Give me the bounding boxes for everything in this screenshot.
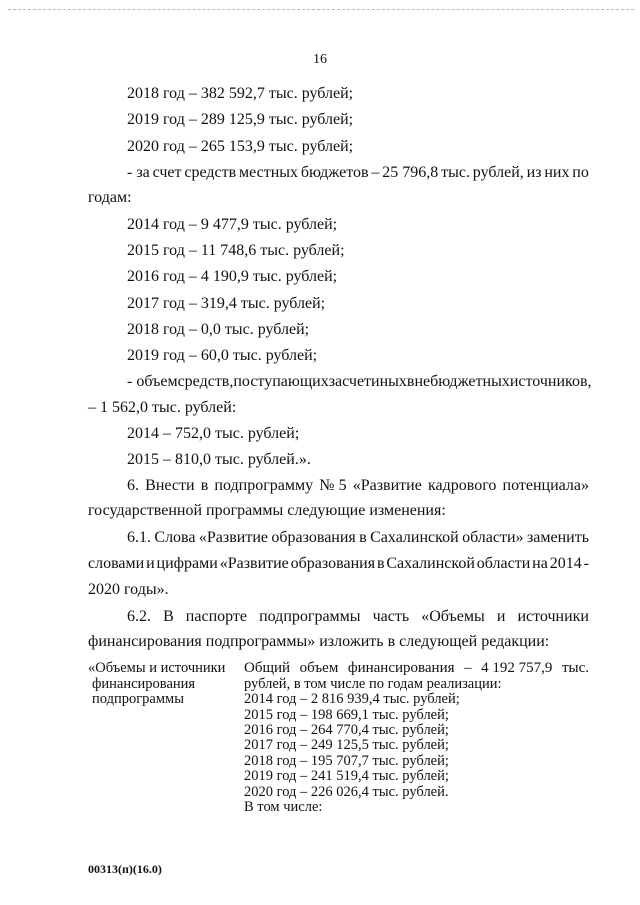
offbudget-sentence-line2: – 1 562,0 тыс. рублей: — [88, 399, 237, 416]
word: заменить — [526, 529, 589, 546]
word: области» — [462, 529, 524, 546]
word: паспорте — [185, 608, 248, 625]
local-budget-sentence-line1 — [127, 163, 589, 183]
word: 4 192 757,9 — [481, 660, 553, 676]
word: источники — [517, 608, 589, 625]
word: области — [476, 555, 531, 572]
item-6-2-line1 — [127, 607, 589, 627]
item-6-2-line2: финансирования подпрограммы» изложить в следующей редакции: — [88, 633, 550, 650]
word: потенциала» — [502, 477, 589, 494]
table-including-line: В том числе: — [244, 799, 323, 815]
word: «Развитие — [352, 477, 422, 494]
word: – — [464, 660, 472, 676]
table-year-2016: 2016 год – 264 770,4 тыс. рублей; — [244, 722, 449, 738]
scan-edge-line — [8, 9, 634, 10]
word: образования — [290, 555, 376, 572]
word: - — [583, 555, 589, 572]
word: 6. — [127, 477, 139, 494]
table-year-2015: 2015 год – 198 669,1 тыс. рублей; — [244, 707, 449, 723]
word: поступающих — [233, 373, 329, 390]
document-code: 00313(п)(16.0) — [88, 862, 162, 876]
word: местных — [238, 164, 299, 181]
funding-line-2018: 2018 год – 382 592,7 тыс. рублей; — [127, 85, 354, 102]
word: из — [526, 164, 542, 181]
word: подпрограммы — [259, 608, 361, 625]
table-year-2020: 2020 год – 226 026,4 тыс. рублей. — [244, 784, 449, 800]
word: и — [496, 608, 506, 625]
offbudget-line-2015: 2015 – 810,0 тыс. рублей.». — [127, 451, 311, 468]
word: финансирования — [347, 660, 455, 676]
word: в — [376, 555, 385, 572]
word: бюджетов — [300, 164, 369, 181]
item-6-1-line2 — [88, 554, 589, 574]
table-right-line: рублей, в том числе по годам реализации: — [244, 676, 502, 692]
word: В — [163, 608, 174, 625]
word: счет — [342, 373, 372, 390]
word: в — [200, 477, 209, 494]
word: «Объемы — [421, 608, 485, 625]
word: источников, — [509, 373, 592, 390]
item-6-1-line1 — [127, 528, 589, 548]
local-line-2015: 2015 год – 11 748,6 тыс. рублей; — [127, 242, 345, 259]
word: и — [146, 555, 155, 572]
offbudget-sentence-line1 — [127, 372, 592, 392]
word: на — [532, 555, 548, 572]
local-line-2016: 2016 год – 4 190,9 тыс. рублей; — [127, 268, 338, 285]
word: внебюджетных — [406, 373, 510, 390]
local-line-2017: 2017 год – 319,4 тыс. рублей; — [127, 295, 326, 312]
table-year-2014: 2014 год – 2 816 939,4 тыс. рублей; — [244, 691, 460, 707]
word: подпрограмму — [214, 477, 314, 494]
word: иных — [371, 373, 407, 390]
word: «Развитие — [198, 529, 268, 546]
table-left-label-line2: финансирования — [92, 676, 196, 692]
table-year-2019: 2019 год – 241 519,4 тыс. рублей; — [244, 768, 449, 784]
table-left-label-line1: «Объемы и источники — [88, 660, 226, 676]
local-line-2014: 2014 год – 9 477,9 тыс. рублей; — [127, 216, 338, 233]
local-line-2018: 2018 год – 0,0 тыс. рублей; — [127, 321, 310, 338]
word: Слова — [154, 529, 196, 546]
word: № 5 — [319, 477, 347, 494]
word: словами — [88, 555, 145, 572]
table-total-line — [244, 661, 589, 676]
item-6-line2: государственной программы следующие изменения: — [88, 502, 446, 519]
word: рублей, — [472, 164, 524, 181]
page-number: 16 — [313, 52, 327, 67]
word: Внести — [145, 477, 195, 494]
word: 6.2. — [127, 608, 151, 625]
funding-line-2019: 2019 год – 289 125,9 тыс. рублей; — [127, 111, 354, 128]
word: средств, — [177, 373, 234, 390]
word: Общий — [244, 660, 291, 676]
word: 2014 — [549, 555, 582, 572]
local-budget-sentence-line2: годам: — [88, 189, 132, 206]
word: образования — [271, 529, 356, 546]
word: объем — [299, 660, 339, 676]
word: кадрового — [427, 477, 497, 494]
word: по — [572, 164, 589, 181]
word: «Развитие — [219, 555, 289, 572]
word: – — [371, 164, 380, 181]
item-6-1-line3: 2020 годы». — [88, 581, 169, 598]
word: цифрами — [156, 555, 218, 572]
word: часть — [372, 608, 410, 625]
word: 25 796,8 — [382, 164, 439, 181]
table-year-2017: 2017 год – 249 125,5 тыс. рублей; — [244, 737, 449, 753]
word: них — [544, 164, 570, 181]
word: счет — [152, 164, 182, 181]
word: тыс. — [561, 660, 589, 676]
local-line-2019: 2019 год – 60,0 тыс. рублей; — [127, 347, 318, 364]
table-year-2018: 2018 год – 195 707,7 тыс. рублей; — [244, 753, 449, 769]
table-left-label-line3: подпрограммы — [92, 691, 184, 707]
word: тыс. — [441, 164, 470, 181]
word: - объем — [127, 373, 178, 390]
item-6-line1 — [127, 476, 589, 496]
word: - за — [127, 164, 150, 181]
word: средств — [184, 164, 237, 181]
word: 6.1. — [127, 529, 151, 546]
funding-line-2020: 2020 год – 265 153,9 тыс. рублей; — [127, 138, 354, 155]
word: в — [359, 529, 367, 546]
word: за — [328, 373, 343, 390]
offbudget-line-2014: 2014 – 752,0 тыс. рублей; — [127, 425, 300, 442]
word: Сахалинской — [386, 555, 475, 572]
word: Сахалинской — [370, 529, 459, 546]
